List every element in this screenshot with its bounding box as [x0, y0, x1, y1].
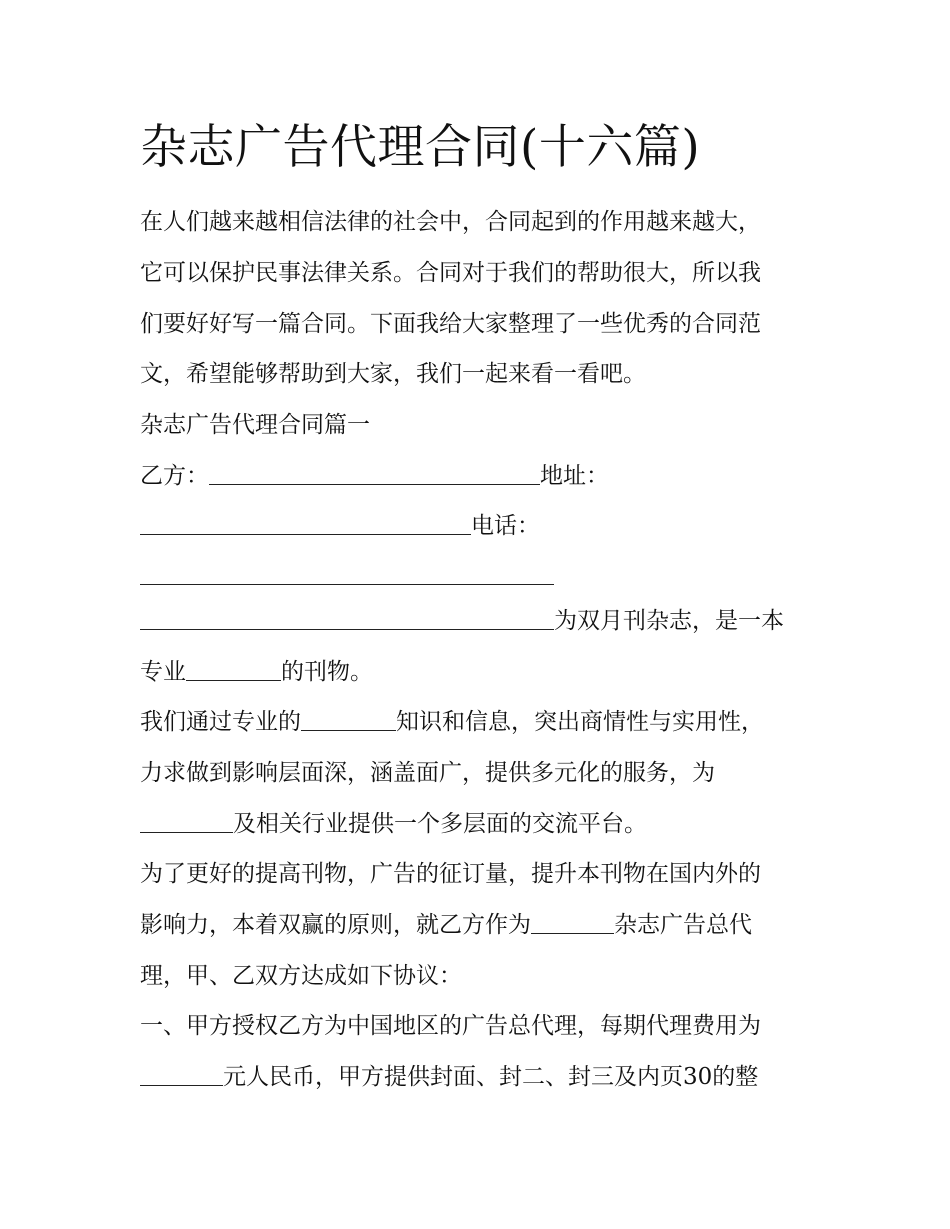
p1-prefix: 我们通过专业的: [140, 709, 301, 735]
paragraph-1-line-2: 力求做到影响层面深，涵盖面广，提供多元化的服务，为: [140, 760, 715, 786]
magazine-line: [140, 604, 784, 638]
professional-blank: [186, 656, 281, 681]
paragraph-2-line-3: 理，甲、乙双方达成如下协议：: [140, 963, 462, 989]
section-heading: 杂志广告代理合同篇一: [140, 412, 370, 438]
party-b-label: 乙方：: [140, 463, 209, 489]
professional-prefix: 专业: [140, 659, 186, 685]
p1-suffix: 知识和信息，突出商情性与实用性，: [396, 709, 764, 735]
party-b-blank: [209, 460, 540, 485]
paragraph-1-line-3: [140, 807, 647, 841]
p1-blank: [301, 706, 396, 731]
party-b-line: [140, 459, 609, 493]
clause-1-line-1: 一、甲方授权乙方为中国地区的广告总代理，每期代理费用为: [140, 1013, 761, 1039]
p2-suffix: 杂志广告总代: [614, 912, 752, 938]
intro-line-3: 们要好好写一篇合同。下面我给大家整理了一些优秀的合同范: [140, 311, 761, 337]
intro-line-4: 文，希望能够帮助到大家，我们一起来看一看吧。: [140, 361, 646, 387]
paragraph-2-line-2: [140, 908, 752, 942]
intro-line-2: 它可以保护民事法律关系。合同对于我们的帮助很大，所以我: [140, 260, 761, 286]
phone-blank: [140, 560, 554, 585]
magazine-blank: [531, 909, 614, 934]
professional-suffix: 的刊物。: [281, 659, 373, 685]
address-label: 地址：: [540, 463, 609, 489]
p1-line3-suffix: 及相关行业提供一个多层面的交流平台。: [233, 811, 647, 837]
intro-line-1: 在人们越来越相信法律的社会中，合同起到的作用越来越大，: [140, 209, 761, 235]
professional-line: [140, 655, 373, 689]
address-blank: [140, 510, 471, 535]
industry-blank: [140, 808, 233, 833]
phone-label: 电话：: [471, 513, 540, 539]
magazine-desc: 为双月刊杂志，是一本: [554, 608, 784, 634]
fee-blank: [140, 1061, 223, 1086]
document-title: 杂志广告代理合同(十六篇): [140, 120, 701, 175]
clause-1-suffix: 元人民币，甲方提供封面、封二、封三及内页30的整: [223, 1064, 759, 1090]
clause-1-line-2: [140, 1060, 758, 1094]
p2-prefix: 影响力，本着双赢的原则，就乙方作为: [140, 912, 531, 938]
magazine-name-blank: [140, 605, 554, 630]
paragraph-1-line-1: [140, 705, 764, 739]
paragraph-2-line-1: 为了更好的提高刊物，广告的征订量，提升本刊物在国内外的: [140, 861, 761, 887]
address-line: [140, 509, 540, 543]
phone-line: [140, 559, 554, 593]
